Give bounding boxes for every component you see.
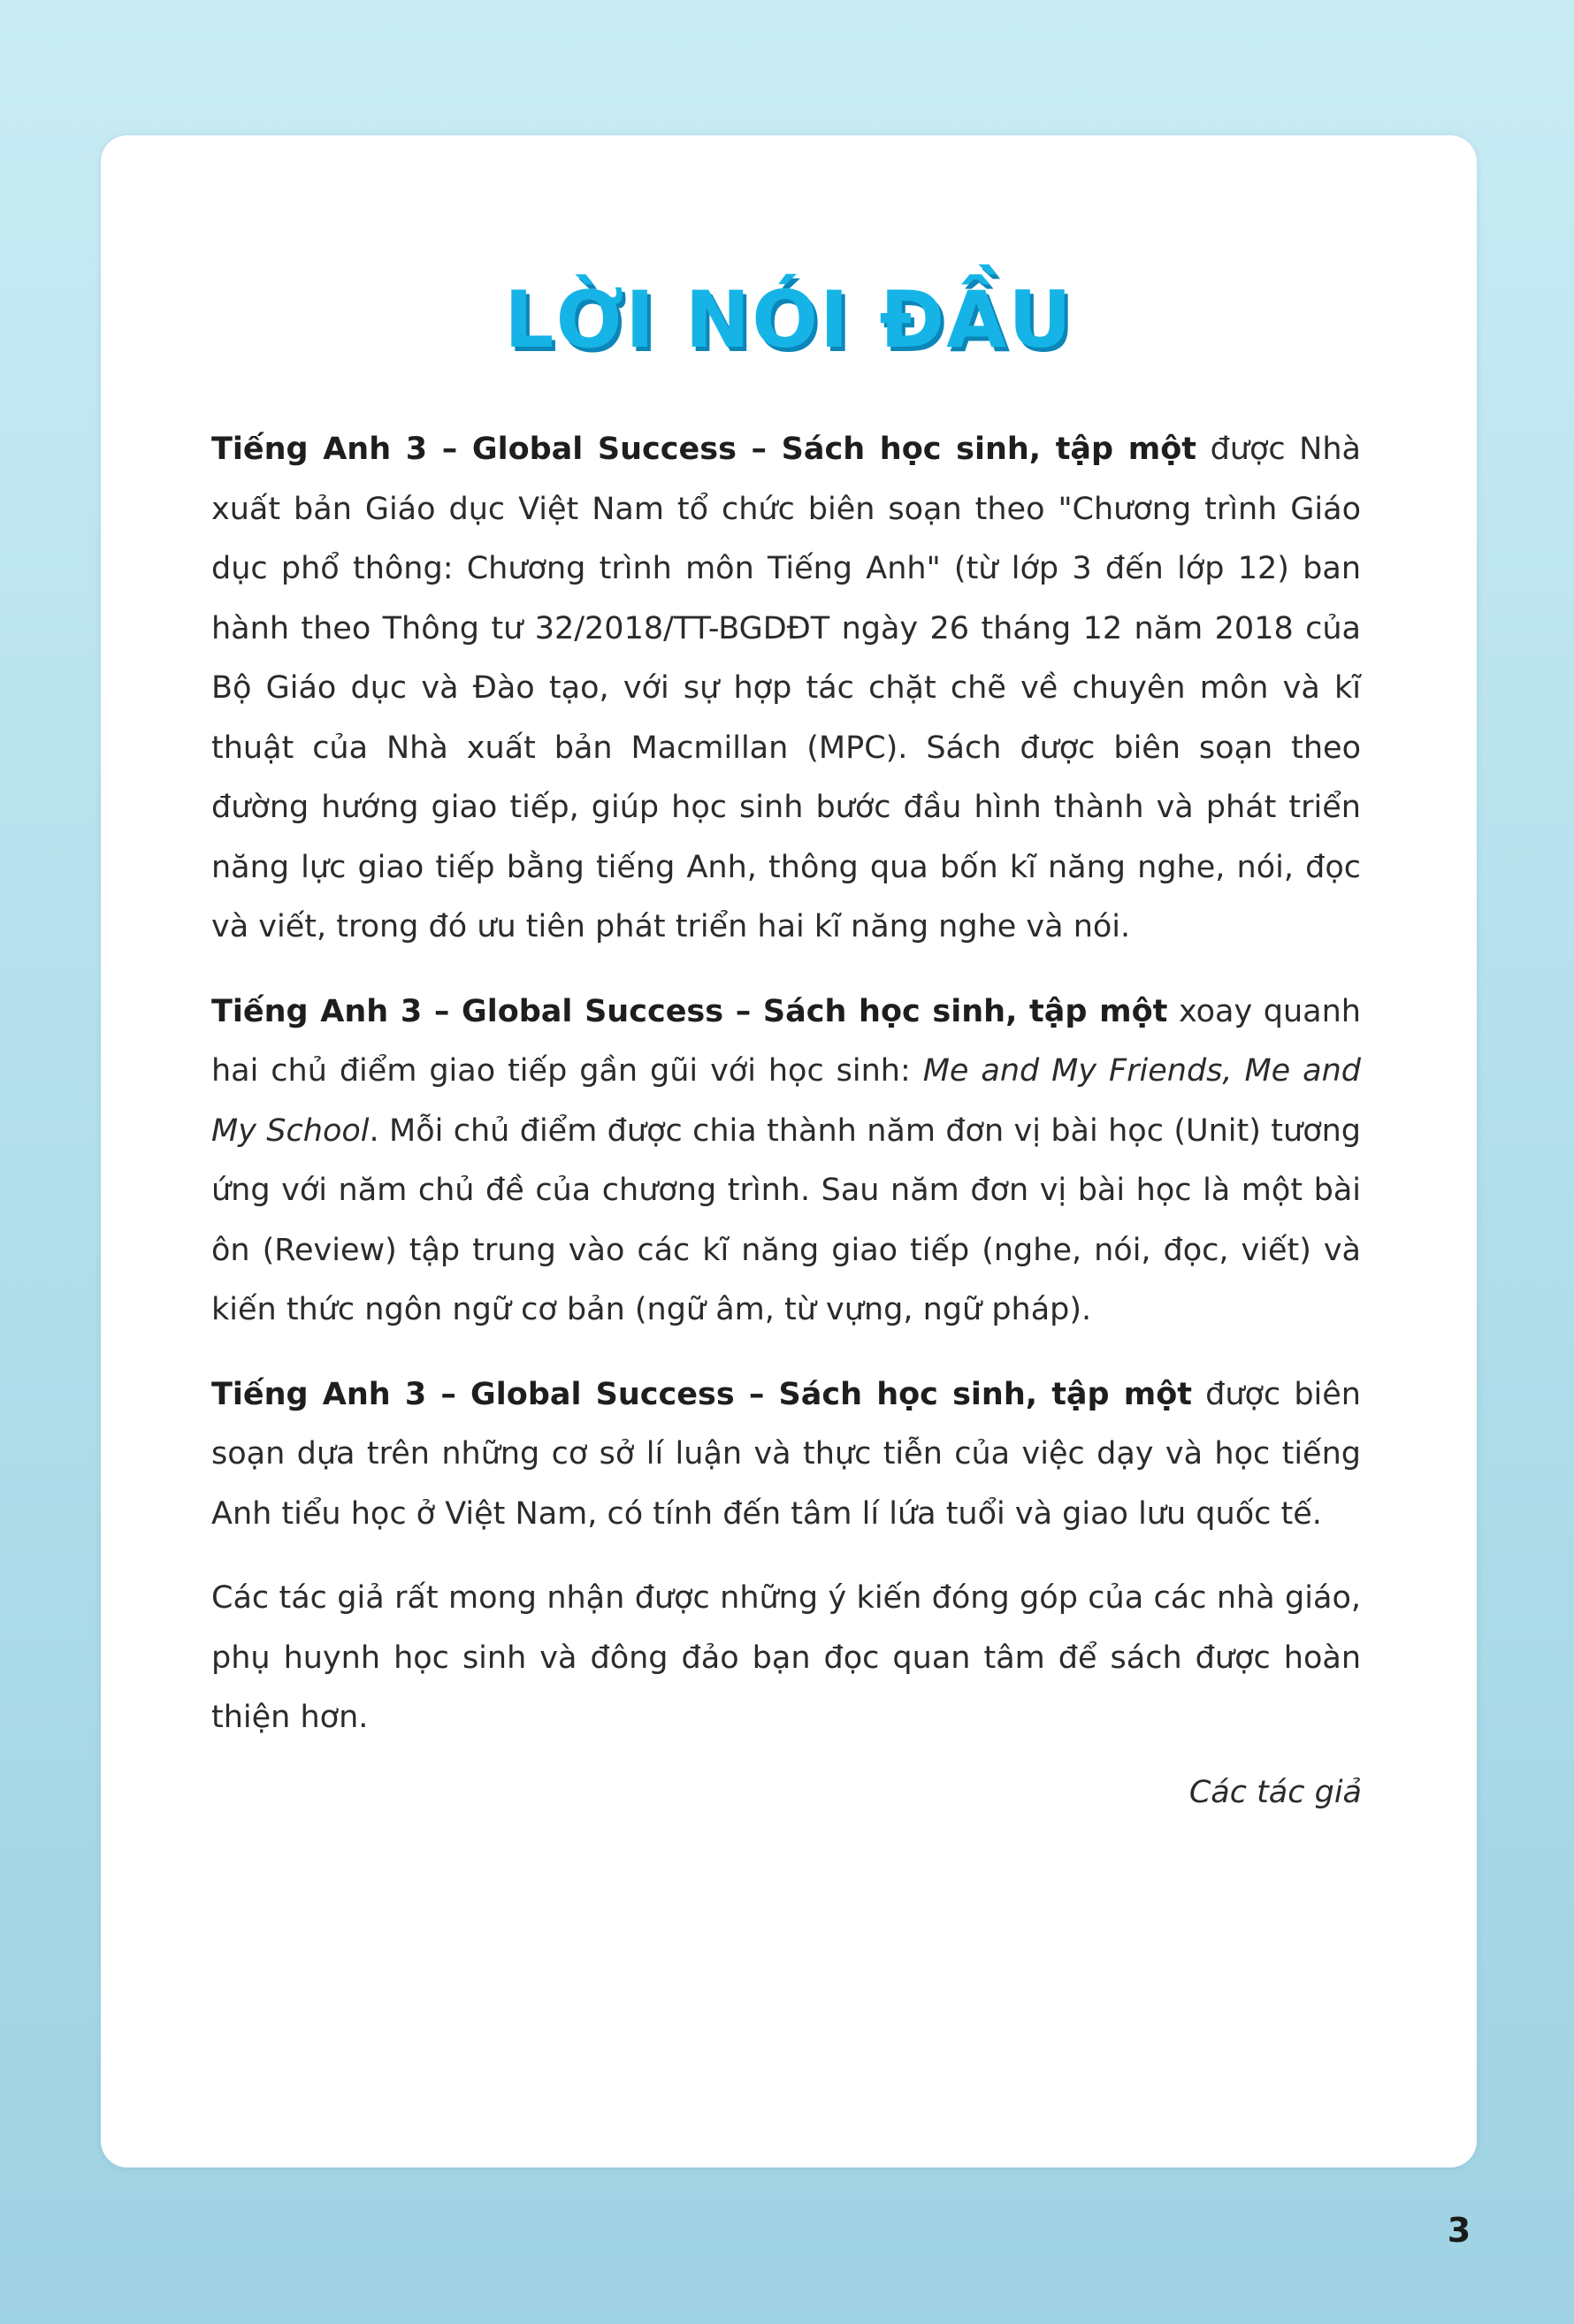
- paragraph-1-text: được Nhà xuất bản Giáo dục Việt Nam tổ chức biên soạn theo "Chương trình Giáo dục phổ thông: Chương trình môn Tiếng Anh" (từ lớp 3 đến lớp 12) ban hành theo Thông tư 32/2018/TT-BGDĐT ngày 26 tháng 12 năm 2018 của Bộ Giáo dục và Đào tạo, với sự hợp tác chặt chẽ về chuyên môn và kĩ thuật của Nhà xuất bản Macmillan (MPC). Sách được biên soạn theo đường hướng giao tiếp, giúp học sinh bước đầu hình thành và phát triển năng lực giao tiếp bằng tiếng Anh, thông qua bốn kĩ năng nghe, nói, đọc và viết, trong đó ưu tiên phát triển hai kĩ năng nghe và nói.: [211, 432, 1361, 944]
- page-number: 3: [1447, 2211, 1471, 2250]
- book-title: Tiếng Anh 3 – Global Success – Sách học sinh, tập một: [211, 993, 1168, 1029]
- paragraph-2-text-b: . Mỗi chủ điểm được chia thành năm đơn vị bài học (Unit) tương ứng với năm chủ đề của chương trình. Sau năm đơn vị bài học là một bài ôn (Review) tập trung vào các kĩ năng giao tiếp (nghe, nói, đọc, viết) và kiến thức ngôn ngữ cơ bản (ngữ âm, từ vựng, ngữ pháp).: [211, 1112, 1362, 1327]
- paragraph-4-text: Các tác giả rất mong nhận được những ý kiến đóng góp của các nhà giáo, phụ huynh học sinh và đông đảo bạn đọc quan tâm để sách được hoàn thiện hơn.: [211, 1580, 1361, 1735]
- paragraph-2: [211, 982, 1361, 1341]
- page-card: [101, 135, 1477, 2167]
- paragraph-3-text: được biên soạn dựa trên những cơ sở lí luận và thực tiễn của việc dạy và học tiếng Anh tiểu học ở Việt Nam, có tính đến tâm lí lứa tuổi và giao lưu quốc tế.: [211, 1376, 1361, 1532]
- signature: Các tác giả: [1188, 1775, 1362, 1810]
- book-title: Tiếng Anh 3 – Global Success – Sách học sinh, tập một: [211, 432, 1196, 467]
- theme-names: Me and My Friends, Me and My School: [211, 1053, 1361, 1149]
- paragraph-2-text-a: xoay quanh hai chủ điểm giao tiếp gần gũi với học sinh:: [211, 993, 1361, 1089]
- preface-body: [211, 420, 1361, 1748]
- book-title: Tiếng Anh 3 – Global Success – Sách học sinh, tập một: [211, 1376, 1193, 1412]
- paragraph-1: [211, 420, 1361, 958]
- page-title: LỜI NÓI ĐẦU: [504, 274, 1074, 365]
- paragraph-4: [211, 1569, 1361, 1748]
- paragraph-3: [211, 1365, 1361, 1545]
